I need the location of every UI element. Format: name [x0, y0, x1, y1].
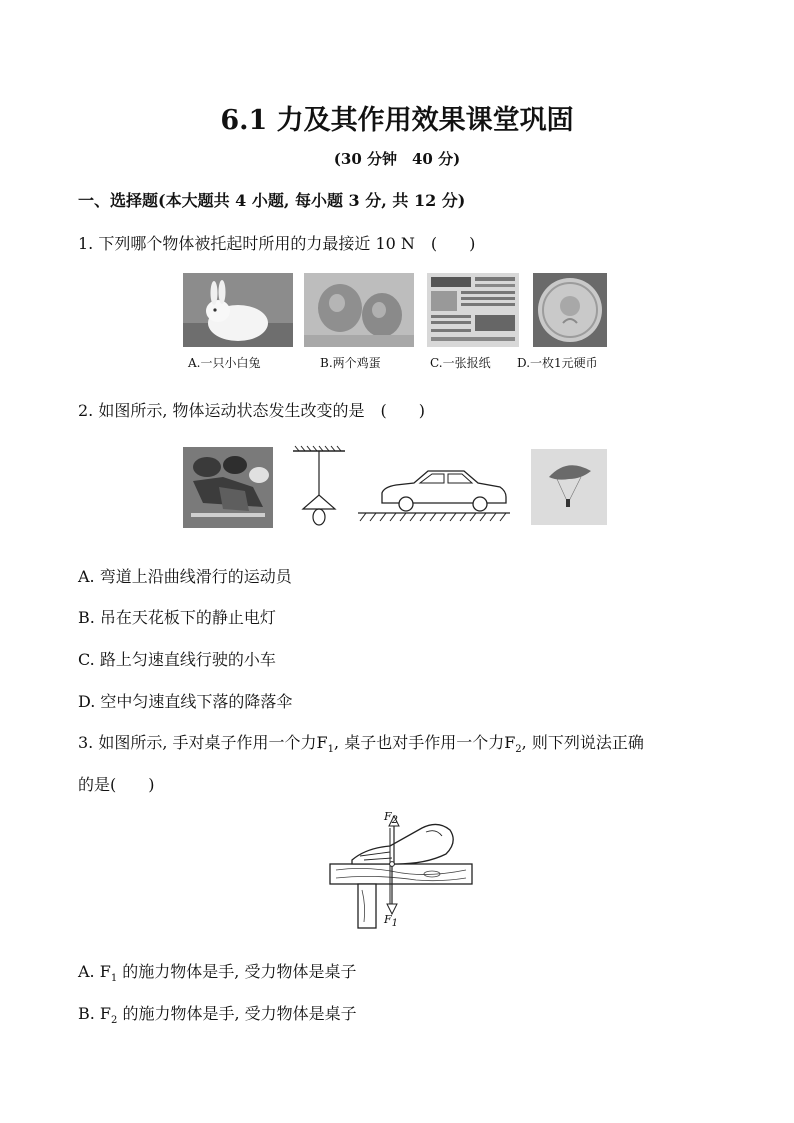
newspaper-image: [427, 273, 519, 347]
q2-option-a: A. 弯道上沿曲线滑行的运动员: [78, 567, 292, 586]
hanging-lamp-diagram: [287, 445, 351, 531]
page-title: 6.1 力及其作用效果课堂巩固: [220, 105, 574, 136]
q1-stem: 1. 下列哪个物体被托起时所用的力最接近 10 N ( ): [78, 234, 476, 253]
q3-stem: 3. 如图所示, 手对桌子作用一个力$F_1$, 桌子也对手作用一个力$F_2$, 则下列说法正确: [78, 733, 644, 756]
q3-stem-line2: 的是( ): [78, 775, 155, 794]
q1-caption-c: C.一张报纸: [430, 356, 491, 370]
force-f2-label: $F_2$: [384, 810, 399, 827]
q2-option-d: D. 空中匀速直线下落的降落伞: [78, 692, 293, 711]
car-diagram: [356, 461, 512, 523]
rabbit-image: [183, 273, 293, 347]
page-subtitle: (30 分钟 40 分): [333, 150, 461, 168]
q3-option-b: B. $F_2$ 的施力物体是手, 受力物体是桌子: [78, 1004, 357, 1027]
q2-option-b: B. 吊在天花板下的静止电灯: [78, 608, 276, 627]
section-heading: 一、选择题(本大题共 4 小题, 每小题 3 分, 共 12 分): [78, 191, 466, 210]
q3-option-a: A. $F_1$ 的施力物体是手, 受力物体是桌子: [78, 962, 357, 985]
q1-caption-b: B.两个鸡蛋: [320, 356, 381, 370]
q1-caption-d: D.一枚1元硬币: [517, 356, 598, 370]
q1-caption-a: A.一只小白兔: [188, 356, 261, 370]
q2-option-c: C. 路上匀速直线行驶的小车: [78, 650, 276, 669]
parachute-image: [531, 449, 607, 525]
coin-image: [533, 273, 607, 347]
eggs-image: [304, 273, 414, 347]
q2-stem: 2. 如图所示, 物体运动状态发生改变的是 ( ): [78, 401, 426, 420]
force-f1-label: $F_1$: [384, 913, 399, 930]
skaters-image: [183, 447, 273, 528]
hand-table-diagram: [326, 810, 476, 932]
